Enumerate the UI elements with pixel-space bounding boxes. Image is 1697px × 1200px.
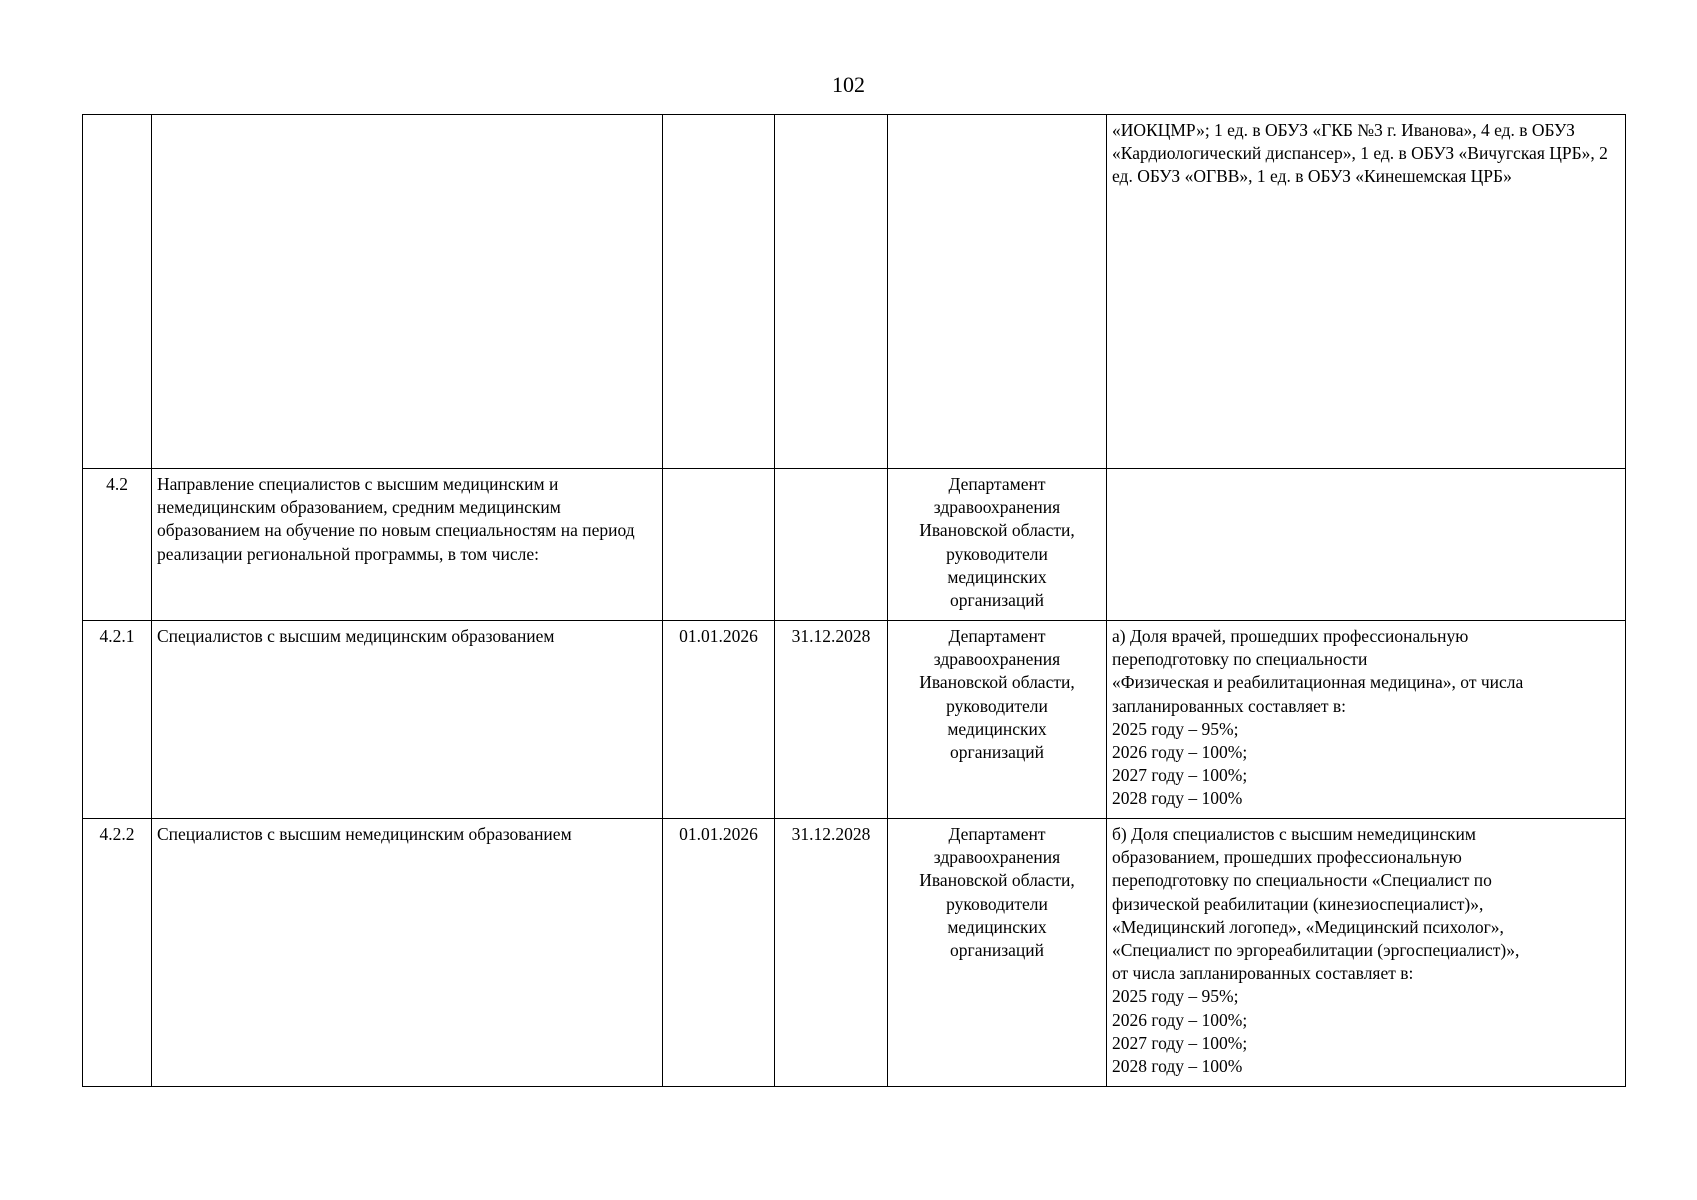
result-cell xyxy=(1107,469,1626,621)
table-row-4-2-2 xyxy=(83,819,1626,1087)
result-cell: а) Доля врачей, прошедших профессиональную переподготовку по специальности «Физическая и реабилитационная медицина», от числа запланированных составляет в: 2025 году – 95%; 2026 году – 100%; 2027 году – 100%; 2028 году – 100% xyxy=(1107,621,1626,819)
item-number-cell xyxy=(83,115,152,469)
end-date-cell: 31.12.2028 xyxy=(775,621,888,819)
activity-plan-table xyxy=(82,114,1626,1087)
item-number-cell: 4.2.1 xyxy=(83,621,152,819)
responsible-cell: Департамент здравоохранения Ивановской области, руководители медицинских организаций xyxy=(888,469,1107,621)
start-date-cell: 01.01.2026 xyxy=(663,819,775,1087)
table-row-4-2 xyxy=(83,469,1626,621)
start-date-cell xyxy=(663,115,775,469)
end-date-cell xyxy=(775,115,888,469)
activity-name-cell xyxy=(152,115,663,469)
result-cell: б) Доля специалистов с высшим немедицинским образованием, прошедших профессиональную переподготовку по специальности «Специалист по физической реабилитации (кинезиоспециалист)», «Медицинский логопед», «Медицинский психолог», «Специалист по эргореабилитации (эргоспециалист)», от числа запланированных составляет в: 2025 году – 95%; 2026 году – 100%; 2027 году – 100%; 2028 году – 100% xyxy=(1107,819,1626,1087)
end-date-cell: 31.12.2028 xyxy=(775,819,888,1087)
item-number-cell: 4.2.2 xyxy=(83,819,152,1087)
start-date-cell: 01.01.2026 xyxy=(663,621,775,819)
activity-name-cell: Специалистов с высшим медицинским образованием xyxy=(152,621,663,819)
page-number: 102 xyxy=(832,72,865,97)
end-date-cell xyxy=(775,469,888,621)
responsible-cell xyxy=(888,115,1107,469)
responsible-cell: Департамент здравоохранения Ивановской области, руководители медицинских организаций xyxy=(888,819,1107,1087)
item-number-cell: 4.2 xyxy=(83,469,152,621)
table-row-continuation xyxy=(83,115,1626,469)
activity-name-cell: Направление специалистов с высшим медицинским и немедицинским образованием, средним медицинским образованием на обучение по новым специальностям на период реализации региональной программы, в том числе: xyxy=(152,469,663,621)
table-row-4-2-1 xyxy=(83,621,1626,819)
activity-name-cell: Специалистов с высшим немедицинским образованием xyxy=(152,819,663,1087)
start-date-cell xyxy=(663,469,775,621)
responsible-cell: Департамент здравоохранения Ивановской области, руководители медицинских организаций xyxy=(888,621,1107,819)
result-cell: «ИОКЦМР»; 1 ед. в ОБУЗ «ГКБ №3 г. Иванова», 4 ед. в ОБУЗ «Кардиологический диспансер», 1 ед. в ОБУЗ «Вичугская ЦРБ», 2 ед. ОБУЗ «ОГВВ», 1 ед. в ОБУЗ «Кинешемская ЦРБ» xyxy=(1107,115,1626,469)
